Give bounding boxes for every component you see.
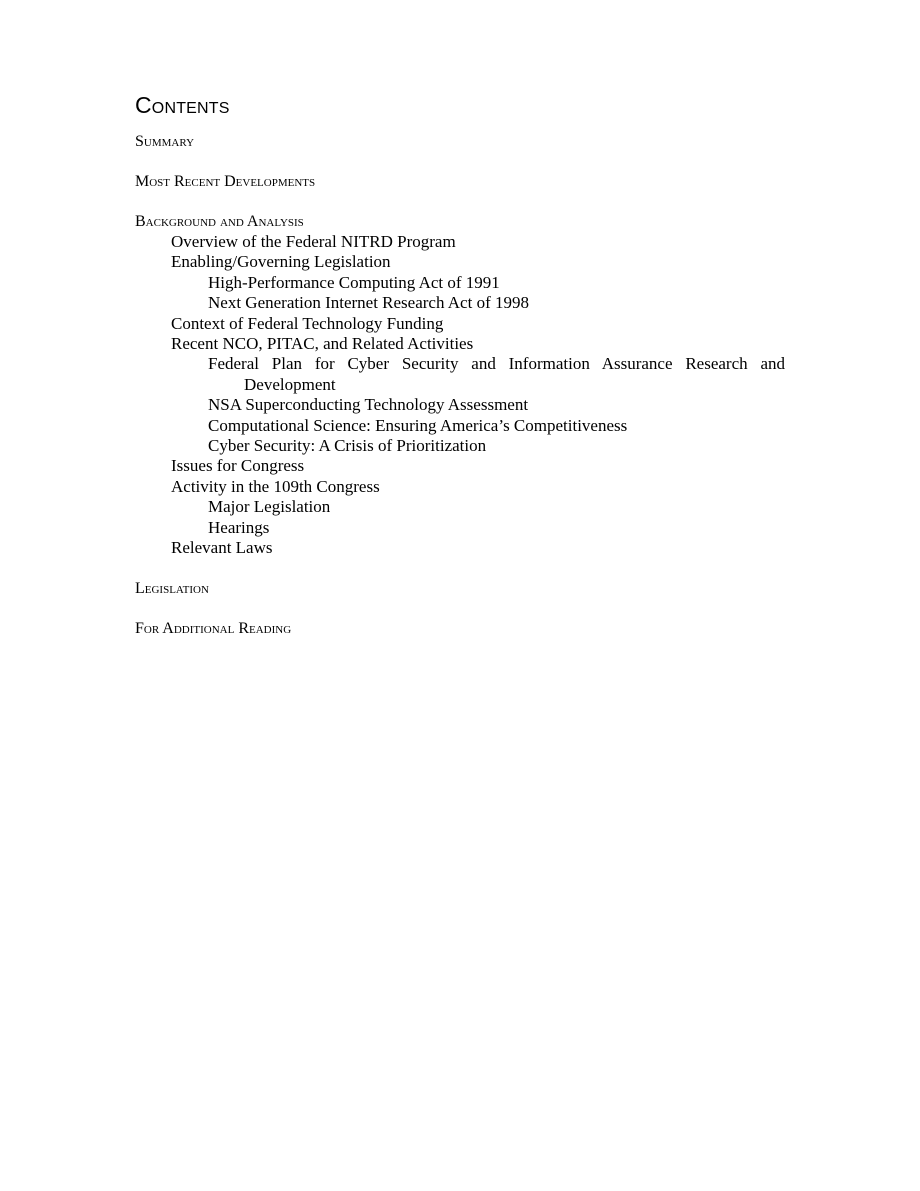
toc-hpc-act[interactable]: High-Performance Computing Act of 1991 <box>208 272 500 292</box>
page-title: Contents <box>135 92 230 118</box>
toc-nsa-assessment[interactable]: NSA Superconducting Technology Assessment <box>208 395 529 415</box>
spacer <box>135 599 785 619</box>
toc-enabling-legislation[interactable]: Enabling/Governing Legislation <box>171 252 391 272</box>
toc-most-recent-developments[interactable]: Most Recent Developments <box>135 173 316 190</box>
contents-page <box>135 90 785 639</box>
toc-federal-plan[interactable]: Federal Plan for Cyber Security and Information Assurance Research and Development <box>208 354 785 394</box>
toc-ngi-act[interactable]: Next Generation Internet Research Act of 1998 <box>208 293 529 313</box>
toc-hearings[interactable]: Hearings <box>208 517 270 537</box>
toc-activity-109th[interactable]: Activity in the 109th Congress <box>171 476 380 496</box>
toc-summary[interactable]: Summary <box>135 133 195 150</box>
toc-overview[interactable]: Overview of the Federal NITRD Program <box>171 232 456 251</box>
toc-computational-science[interactable]: Computational Science: Ensuring America’s Competitiveness <box>208 415 628 435</box>
spacer <box>135 152 785 172</box>
toc-additional-reading[interactable]: For Additional Reading <box>135 619 292 637</box>
spacer <box>135 559 785 579</box>
toc-issues-for-congress[interactable]: Issues for Congress <box>171 456 305 476</box>
toc-background-and-analysis[interactable]: Background and Analysis <box>135 213 304 230</box>
toc-major-legislation[interactable]: Major Legislation <box>208 497 331 517</box>
toc-recent-activities[interactable]: Recent NCO, PITAC, and Related Activities <box>171 334 474 354</box>
toc-cyber-security[interactable]: Cyber Security: A Crisis of Prioritization <box>208 436 487 456</box>
toc-context-funding[interactable]: Context of Federal Technology Funding <box>171 313 444 333</box>
toc-relevant-laws[interactable]: Relevant Laws <box>171 538 273 558</box>
spacer <box>135 192 785 212</box>
toc-legislation[interactable]: Legislation <box>135 579 209 597</box>
